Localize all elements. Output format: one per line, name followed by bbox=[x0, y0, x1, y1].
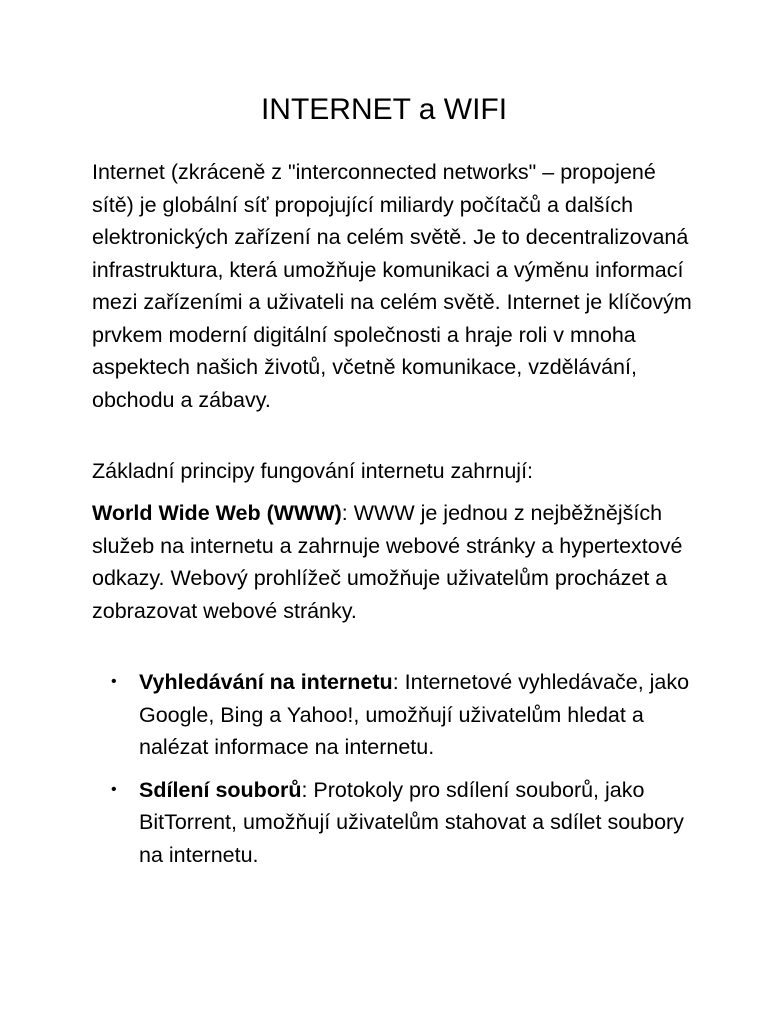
services-bullet-list bbox=[92, 666, 692, 881]
bullet-description: : Protokoly pro sdílení souborů, jako BitTorrent, umožňují uživatelům stahovat a sdílet soubory na internetu. bbox=[139, 777, 684, 867]
www-term: World Wide Web (WWW) bbox=[92, 501, 342, 525]
bullet-term: Vyhledávání na internetu bbox=[139, 670, 393, 694]
list-item bbox=[92, 774, 692, 872]
bullet-description: : Internetové vyhledávače, jako Google, Bing a Yahoo!, umožňují uživatelům hledat a nalézat informace na internetu. bbox=[139, 670, 690, 759]
bullet-term: Sdílení souborů bbox=[139, 777, 302, 802]
bullet-icon: • bbox=[111, 673, 117, 690]
www-paragraph bbox=[92, 497, 692, 627]
document-title: INTERNET a WIFI bbox=[260, 93, 508, 126]
www-description: : WWW je jednou z nejběžnějších služeb na internetu a zahrnuje webové stránky a hypertextové odkazy. Webový prohlížeč umožňuje uživatelům procházet a zobrazovat webové stránky. bbox=[92, 501, 683, 623]
intro-paragraph: Internet (zkráceně z "interconnected networks" – propojené sítě) je globální síť propojující miliardy počítačů a dalších elektronických zařízení na celém světě. Je to decentralizovaná infrastruktura, která umožňuje komunikaci a výměnu informací mezi zařízeními a uživateli na celém světě. Internet je klíčovým prvkem moderní digitální společnosti a hraje roli v mnoha aspektech našich životů, včetně komunikace, vzdělávání, obchodu a zábavy. bbox=[92, 160, 692, 412]
bullet-icon: • bbox=[111, 780, 117, 798]
list-item bbox=[92, 666, 692, 764]
principles-paragraph: Základní principy fungování internetu zahrnují: bbox=[92, 459, 534, 483]
